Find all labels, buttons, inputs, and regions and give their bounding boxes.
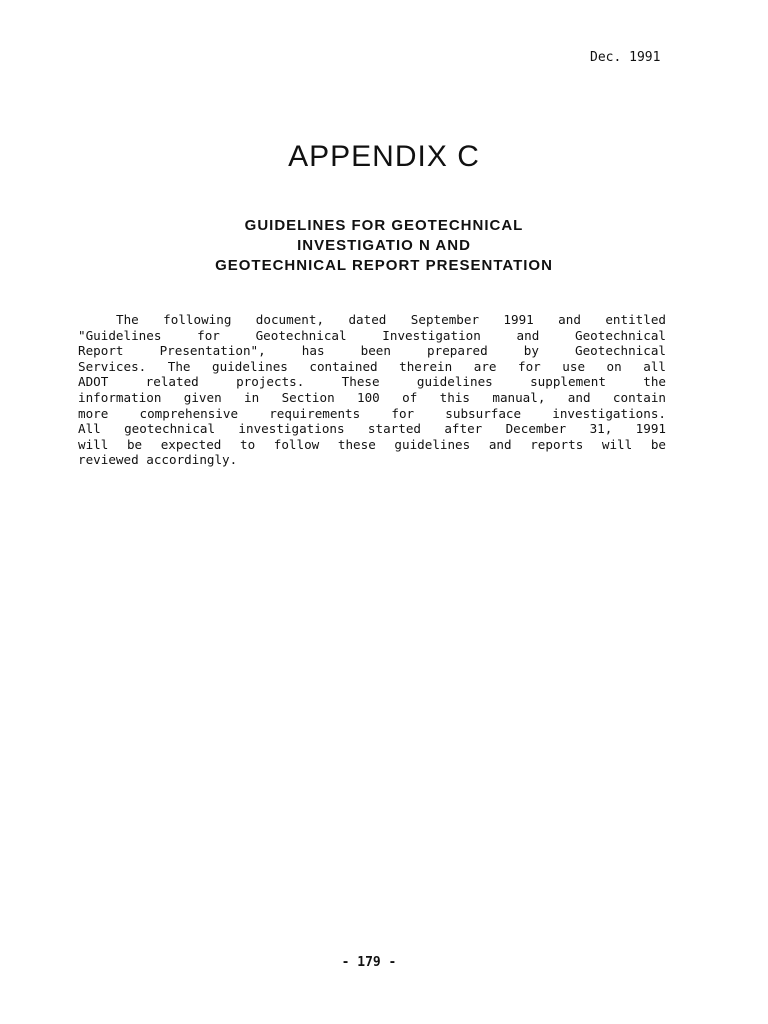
subtitle-line: INVESTIGATIO N AND [297,237,471,254]
body-paragraph [78,312,666,468]
paragraph-line: information given in Section 100 of this manual, and contain [78,389,666,405]
document-date: Dec. 1991 [590,50,661,65]
paragraph-line: will be expected to follow these guidelines and reports will be [78,436,666,452]
document-subtitle [0,216,768,276]
paragraph-line: reviewed accordingly. [78,452,238,468]
paragraph-line: Services. The guidelines contained therein are for use on all [78,358,666,374]
paragraph-line: The following document, dated September 1991 and entitled [116,312,666,327]
subtitle-line: GEOTECHNICAL REPORT PRESENTATION [215,257,553,274]
paragraph-line: ADOT related projects. These guidelines supplement the [78,374,666,390]
paragraph-line: All geotechnical investigations started after December 31, 1991 [78,421,666,437]
paragraph-line: more comprehensive requirements for subsurface investigations. [78,405,666,421]
paragraph-line: "Guidelines for Geotechnical Investigation and Geotechnical [78,327,666,343]
appendix-title: APPENDIX C [288,140,480,173]
page-number: - 179 - [341,955,397,970]
subtitle-line: GUIDELINES FOR GEOTECHNICAL [244,217,524,234]
paragraph-line: Report Presentation", has been prepared by Geotechnical [78,343,666,359]
